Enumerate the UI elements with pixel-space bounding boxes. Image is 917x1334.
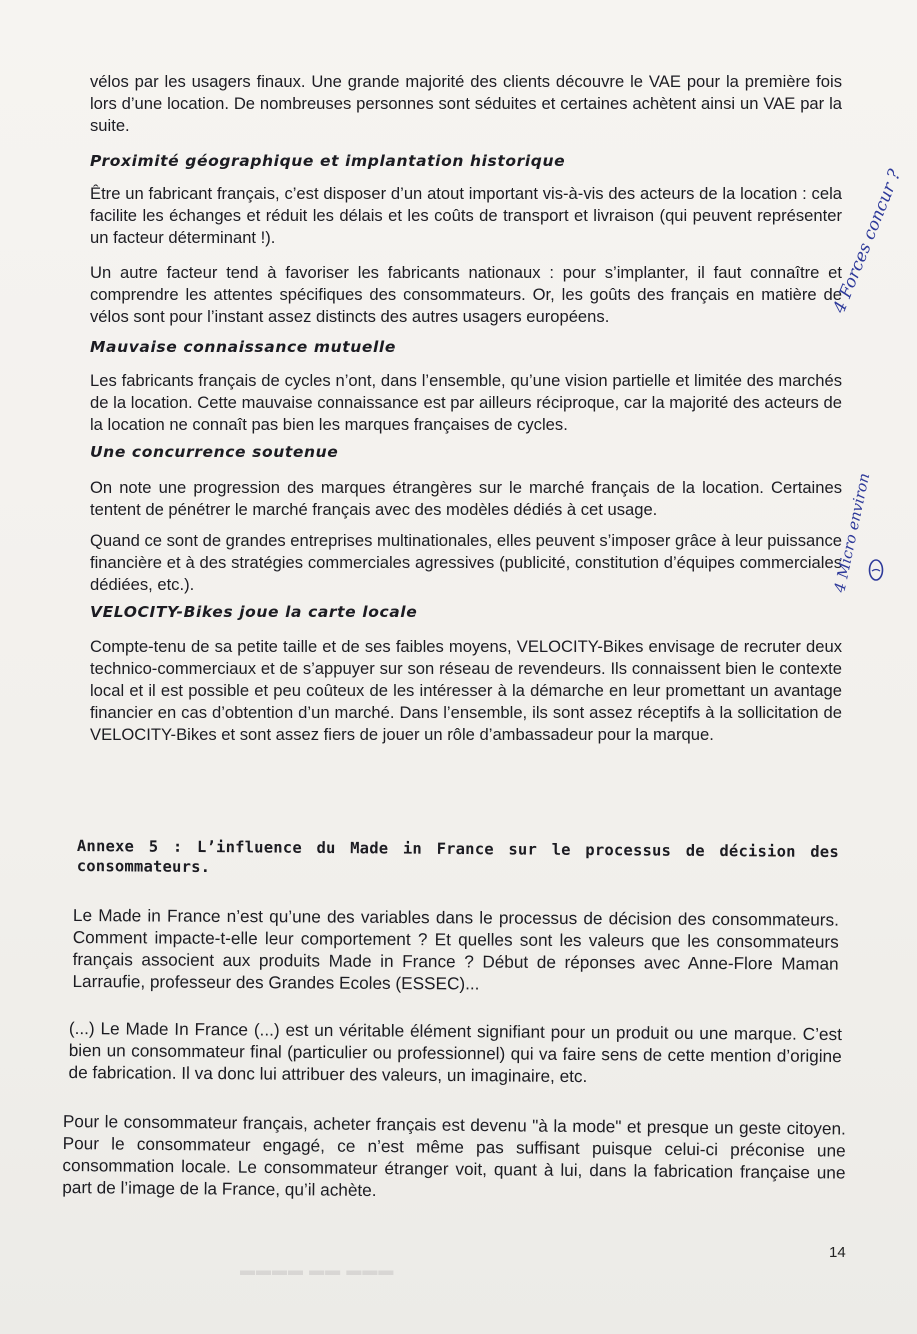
section-connaissance [90,338,842,356]
page-number: 14 [829,1244,846,1261]
annex-paragraph: Le Made in France n’est qu’une des variables dans le processus de décision des consommateurs. Comment impacte-t-elle leur comportement ? Et quelles sont les valeurs que les consommateurs français associent aux produits Made in France ? Début de réponses avec Anne-Flore Maman Larraufie, professeur des Grandes Ecoles (ESSEC)... [72,905,839,994]
section-paragraph: Quand ce sont de grandes entreprises multinationales, elles peuvent s’imposer grâce à leur puissance financière et à des stratégies commerciales agressives (publicité, constitution d’équipes commerciales dédiées, etc.). [90,531,842,594]
section-paragraph: Les fabricants français de cycles n’ont, dans l’ensemble, qu’une vision partielle et limitée des marchés de la location. Cette mauvaise connaissance est par ailleurs réciproque, car la majorité des acteurs de la location ne connaît pas bien les marques françaises de cycles. [90,371,842,434]
annex-paragraph: Pour le consommateur français, acheter français est devenu "à la mode" et presque un geste citoyen. Pour le consommateur engagé, ce n’est même pas suffisant puisque celui-ci préconise une consommation locale. Le consommateur étranger voit, quant à lui, dans la fabrication française une part de l’image de la France, qu’il achète. [62,1111,846,1201]
section-concurrence [90,443,842,461]
section-concurrence-body [90,477,842,521]
bleed-through-shadow: ▬▬▬▬ ▬▬ ▬▬▬ [240,1262,395,1279]
section-heading: Une concurrence soutenue [90,443,339,461]
section-paragraph: Compte-tenu de sa petite taille et de ses faibles moyens, VELOCITY-Bikes envisage de recruter deux technico-commerciaux et de s’appuyer sur son réseau de revendeurs. Ils connaissent bien le contexte local et il est possible et peu coûteux de les intéresser à la démarche en leur promettant un avantage financier en cas d’obtention d’un marché. Dans l’ensemble, ils sont assez réceptifs à la sollicitation de VELOCITY-Bikes et sont assez fiers de jouer un rôle d’ambassadeur pour la marque. [90,637,842,744]
section-paragraph: On note une progression des marques étrangères sur le marché français de la location. Certaines tentent de pénétrer le marché français avec des modèles dédiés à cet usage. [90,478,842,519]
handwritten-note-micro: 4 Micro environ [830,471,874,594]
handwritten-circle-icon [866,556,886,584]
section-paragraph: Un autre facteur tend à favoriser les fabricants nationaux : pour s’implanter, il faut connaître et comprendre les attentes spécifiques des consommateurs. Or, les goûts des français en matière de vélos sont pour l’instant assez distincts des autres usagers européens. [90,263,842,326]
annex-paragraph: (...) Le Made In France (...) est un véritable élément signifiant pour un produit ou une marque. C’est bien un consommateur final (particulier ou professionnel) qui va faire sens de cette mention d’origine de fabrication. Il va donc lui attribuer des valeurs, un imaginaire, etc. [68,1017,842,1087]
section-concurrence-body-2 [90,530,842,596]
section-proximite-body [90,183,842,249]
handwritten-note-forces: 4 Forces concur ? [829,166,906,316]
section-heading: Proximité géographique et implantation historique [90,152,566,170]
section-connaissance-body [90,370,842,436]
section-paragraph: Être un fabricant français, c’est disposer d’un atout important vis-à-vis des acteurs de la location : cela facilite les échanges et réduit les délais et les coûts de transport et livraison (qui peuvent représenter un facteur déterminant !). [90,184,842,247]
section-heading: Mauvaise connaissance mutuelle [90,338,396,356]
section-velocity-body [90,636,842,746]
section-velocity [90,603,842,621]
section-proximite [90,152,842,170]
intro-paragraph: vélos par les usagers finaux. Une grande majorité des clients découvre le VAE pour la première fois lors d’une location. De nombreuses personnes sont séduites et certaines achètent ainsi un VAE par la suite. [90,72,842,135]
section-proximite-body-2 [90,262,842,328]
annex-title: Annexe 5 : L’influence du Made in France sur le processus de décision des consommateurs. [76,836,839,877]
section-heading: VELOCITY-Bikes joue la carte locale [90,603,418,621]
intro-block [90,71,842,137]
